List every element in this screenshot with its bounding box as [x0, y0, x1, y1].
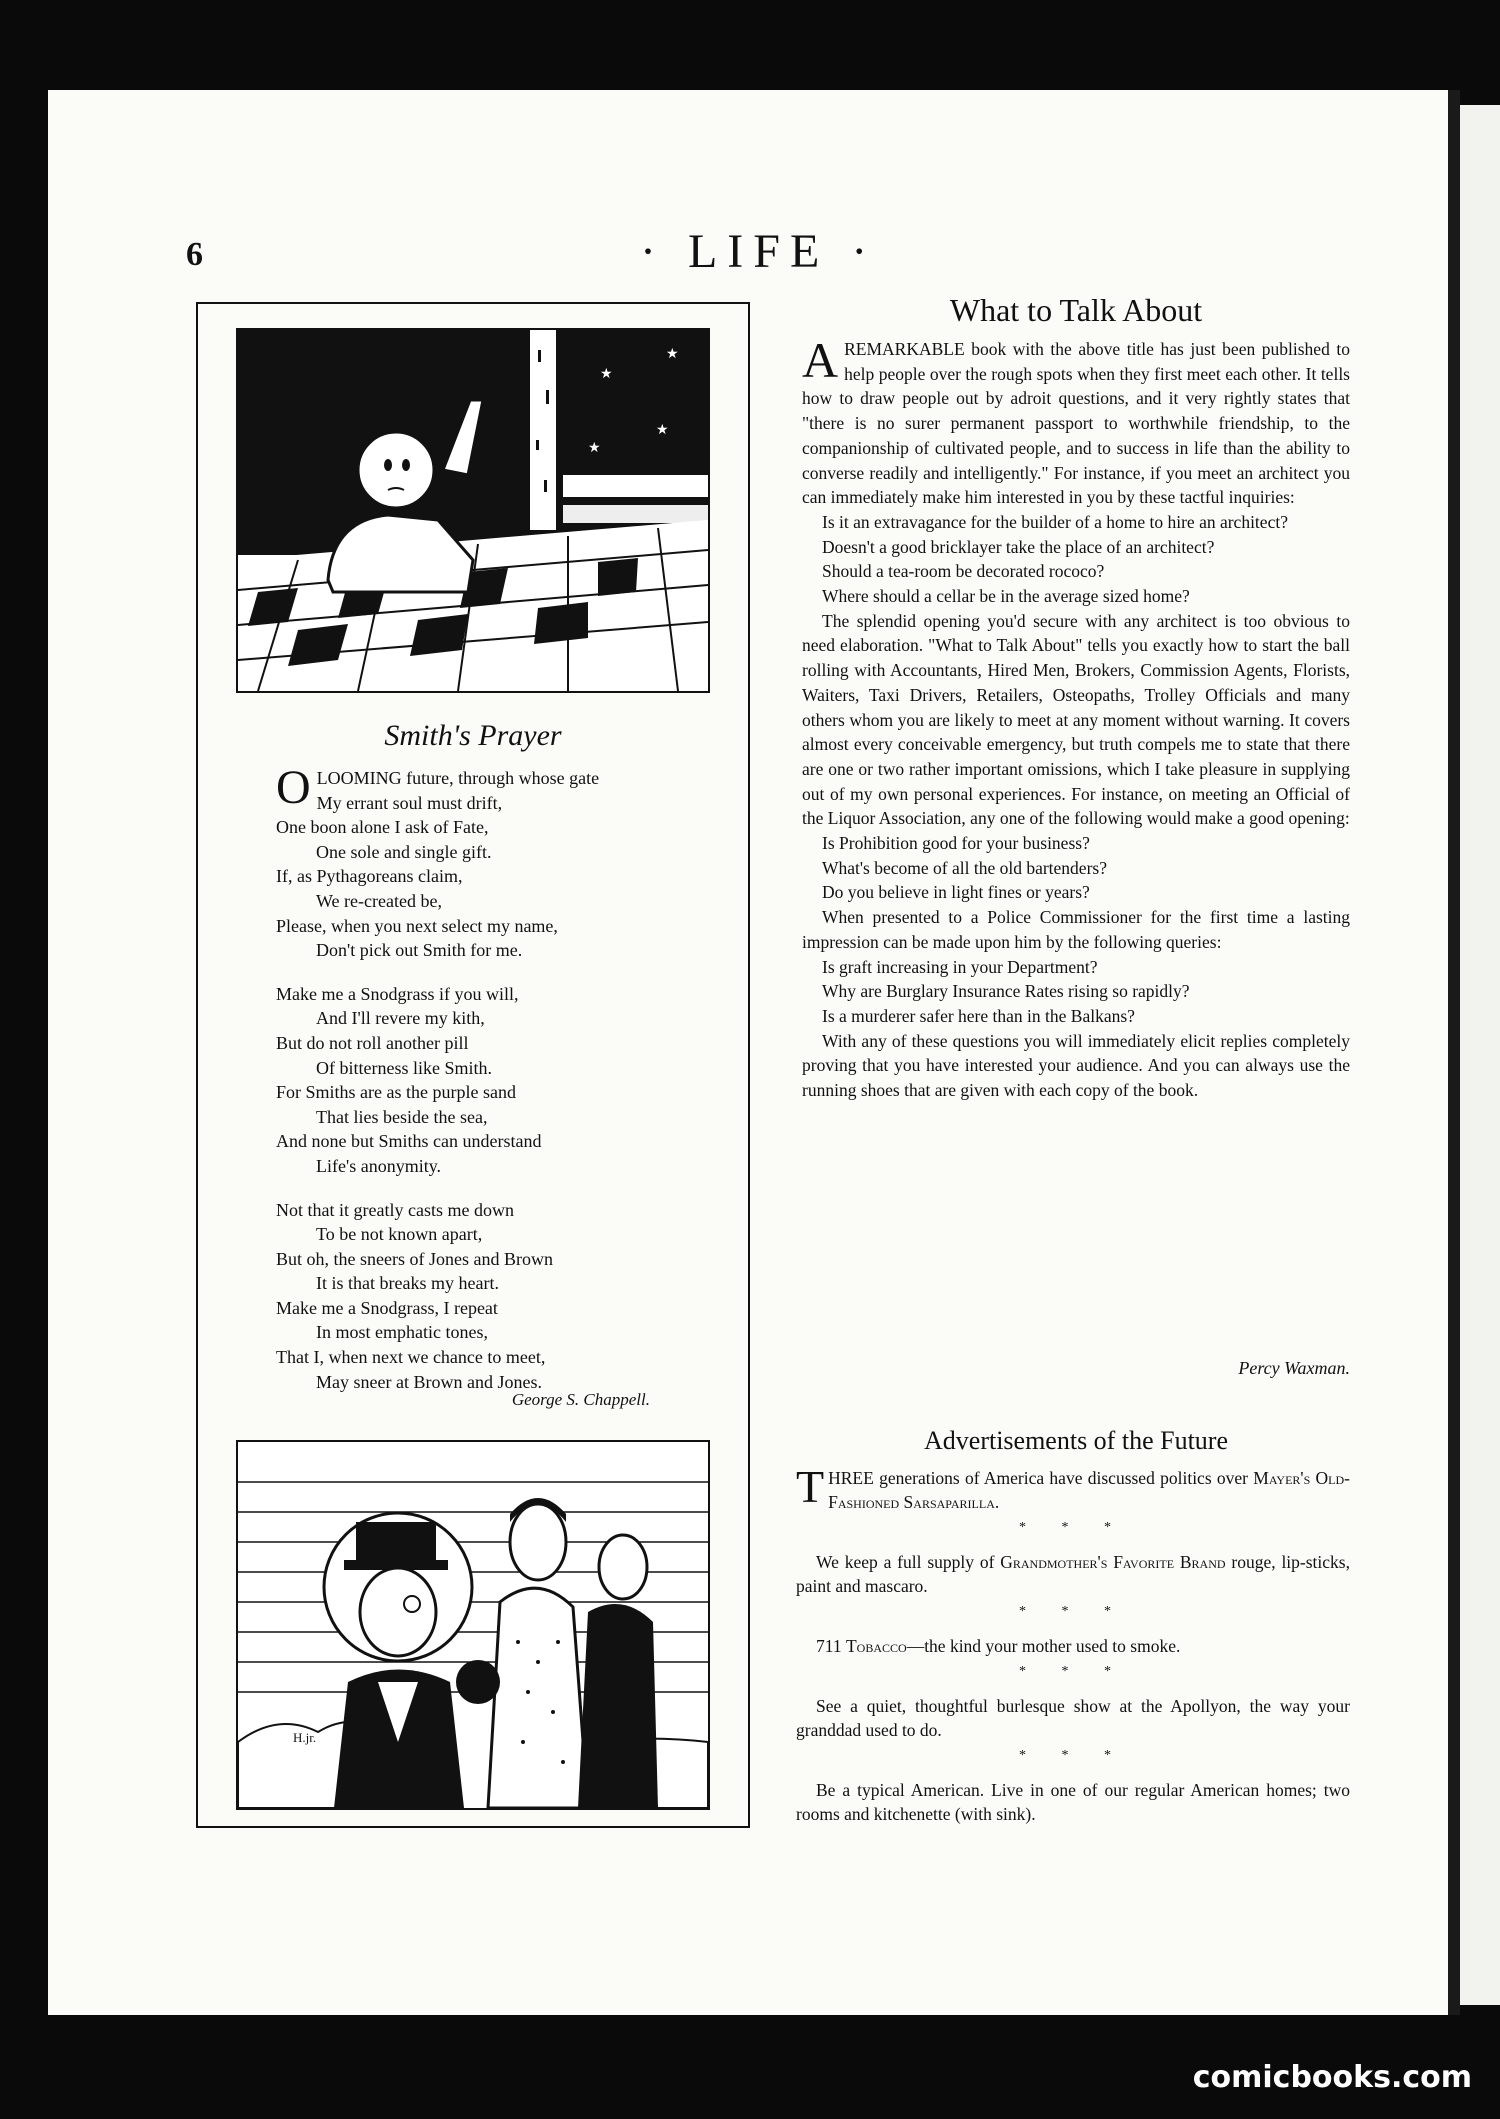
ad-item: Be a typical American. Live in one of our regular American homes; two rooms and kitchenette (with sink). — [796, 1780, 1350, 1824]
poem-line: It is that breaks my heart. — [316, 1273, 499, 1294]
svg-text:★: ★ — [666, 346, 679, 362]
svg-text:★: ★ — [588, 440, 601, 456]
ad-item: We keep a full supply of Grandmother's Favorite Brand rouge, lip-sticks, paint and mascaro. — [796, 1552, 1350, 1596]
article-paragraph: What's become of all the old bartenders? — [822, 857, 1107, 878]
article-paragraph: Is graft increasing in your Department? — [822, 956, 1098, 977]
article-paragraph: Where should a cellar be in the average sized home? — [822, 586, 1190, 607]
ads-title: Advertisements of the Future — [924, 1426, 1228, 1455]
ad-separator: * * * — [1019, 1520, 1127, 1535]
masthead: · LIFE · — [640, 225, 878, 278]
poem-line: That I, when next we chance to meet, — [276, 1347, 546, 1368]
poem-line: And none but Smiths can understand — [276, 1131, 542, 1152]
poem-line: And I'll revere my kith, — [316, 1008, 485, 1029]
top-artist-signature: H.jr. — [520, 541, 542, 555]
ad-separator: * * * — [1019, 1604, 1127, 1619]
article-paragraph: Is Prohibition good for your business? — [822, 833, 1090, 854]
article-paragraph: AREMARKABLE book with the above title has just been published to help people over the rough spots when they first meet each other. It tells how to draw people out by adroit questions, and it very rightly states that "there is no surer permanent passport to worthwhile friendship, to the companionship of cultivated people, and to success in life than the ability to converse readily and intelligently." For instance, if you meet an architect you can immediately make him interested in you by these tactful inquiries: — [802, 332, 1350, 508]
praying-man-illustration — [236, 328, 710, 693]
poem-line: Life's anonymity. — [316, 1155, 442, 1176]
ads-drop-cap: T — [796, 1461, 825, 1512]
haloed-man-illustration — [236, 1440, 710, 1810]
ad-item: See a quiet, thoughtful burlesque show at the Apollyon, the way your granddad used to do. — [796, 1696, 1350, 1740]
poem-title: Smith's Prayer — [384, 719, 562, 752]
poem-line: For Smiths are as the purple sand — [276, 1082, 516, 1103]
ad-item: 711 Tobacco—the kind your mother used to smoke. — [816, 1636, 1181, 1656]
poem-line: Make me a Snodgrass if you will, — [276, 983, 519, 1004]
poem-line: To be not known apart, — [316, 1224, 483, 1245]
poem-stanza-3 — [276, 1198, 706, 1395]
poem-body — [276, 761, 706, 1413]
poem-line: One boon alone I ask of Fate, — [276, 817, 489, 838]
poem-line: My errant soul must drift, — [316, 792, 503, 813]
article-paragraph: Do you believe in light fines or years? — [822, 882, 1090, 903]
poem-stanza-2 — [276, 982, 706, 1179]
poem-line: Don't pick out Smith for me. — [316, 940, 523, 961]
poem-line: We re-created be, — [316, 890, 442, 911]
ad-item: THREE generations of America have discussed politics over Mayer's Old-Fashioned Sarsaparilla. — [796, 1461, 1350, 1512]
poem-box — [196, 302, 750, 1828]
article-drop-cap: A — [802, 332, 839, 388]
bottom-artist-signature: H.jr. — [293, 1730, 317, 1745]
svg-text:★: ★ — [656, 422, 669, 438]
article-paragraph: Doesn't a good bricklayer take the place of an architect? — [822, 536, 1215, 557]
poem-line: Of bitterness like Smith. — [316, 1057, 492, 1078]
poem-line: Please, when you next select my name, — [276, 915, 558, 936]
facing-page-edge — [1460, 105, 1500, 2005]
svg-text:★: ★ — [600, 366, 613, 382]
poem-line: LOOMING future, through whose gate — [316, 768, 600, 788]
article-paragraph: Is it an extravagance for the builder of a home to hire an architect? — [822, 511, 1288, 532]
article-body — [802, 332, 1350, 1103]
poem-line: That lies beside the sea, — [316, 1106, 488, 1127]
ads-body — [796, 1461, 1350, 1826]
poem-line: But oh, the sneers of Jones and Brown — [276, 1248, 553, 1269]
article-paragraph: Should a tea-room be decorated rococo? — [822, 561, 1105, 582]
poem-stanza-1 — [276, 761, 706, 963]
article-paragraph: Is a murderer safer here than in the Balkans? — [822, 1005, 1135, 1026]
poem-line: Not that it greatly casts me down — [276, 1199, 514, 1220]
article-paragraph: The splendid opening you'd secure with any architect is too obvious to need elaboration. "What to Talk About" tells you exactly how to start the ball rolling with Accountants, Hired Men, Brokers, Commission Agents, Florists, Waiters, Taxi Drivers, Retailers, Osteopaths, Trolley Officials and many others whom you are likely to meet at any moment without warning. It covers almost every conceivable emergency, but truth compels me to state that there are one or two rather important omissions, which I take pleasure in supplying out of my own personal experiences. For instance, on meeting an Official of the Liquor Association, any one of the following would make a good opening: — [802, 610, 1350, 829]
site-watermark: comicbooks.com — [1192, 2060, 1472, 2095]
poem-line: But do not roll another pill — [276, 1032, 469, 1053]
article-signature: Percy Waxman. — [1238, 1358, 1350, 1378]
article-paragraph: With any of these questions you will immediately elicit replies completely proving that you have interested your audience. And you can always use the running shoes that are given with each copy of the book. — [802, 1030, 1350, 1101]
poem-author: George S. Chappell. — [511, 1390, 650, 1409]
poem-line: In most emphatic tones, — [316, 1322, 488, 1343]
page-spine — [1448, 90, 1460, 2015]
article-paragraph: Why are Burglary Insurance Rates rising so rapidly? — [822, 981, 1190, 1002]
ad-separator: * * * — [1019, 1664, 1127, 1679]
ad-separator: * * * — [1019, 1748, 1127, 1763]
page-number: 6 — [186, 236, 203, 273]
poem-line: May sneer at Brown and Jones. — [316, 1371, 542, 1392]
poem-line: If, as Pythagoreans claim, — [276, 866, 463, 887]
article-paragraph: When presented to a Police Commissioner for the first time a lasting impression can be made upon him by the following queries: — [802, 907, 1350, 952]
article-title: What to Talk About — [949, 292, 1203, 328]
poem-drop-cap: O — [276, 761, 311, 814]
poem-line: One sole and single gift. — [316, 841, 492, 862]
poem-line: Make me a Snodgrass, I repeat — [276, 1297, 498, 1318]
